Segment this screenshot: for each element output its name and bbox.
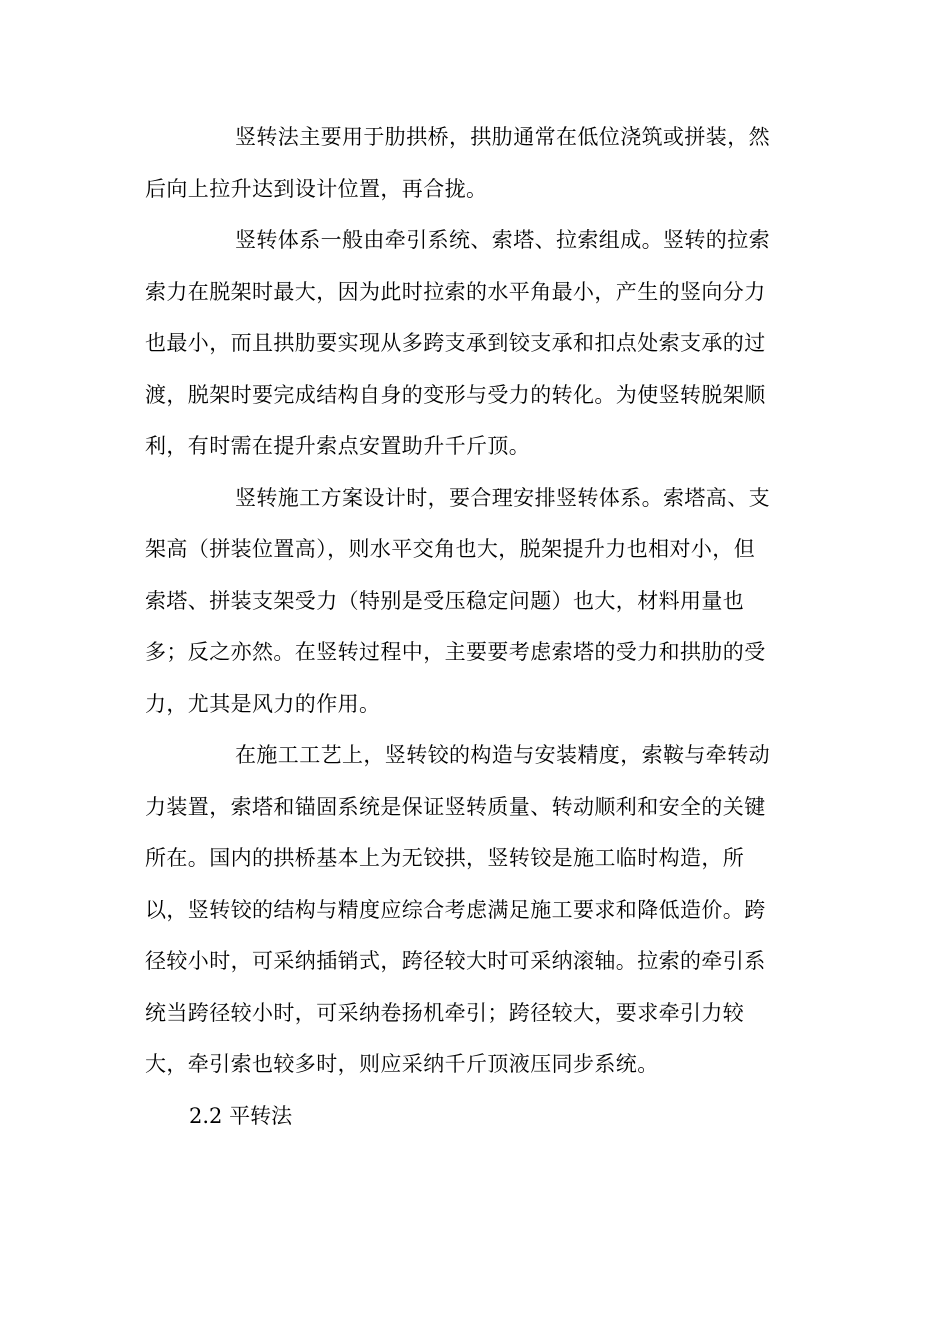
paragraph-line: 在施工工艺上，竖转铰的构造与安装精度，索鞍与牵转动 (235, 743, 770, 767)
paragraph-line: 竖转体系一般由牵引系统、索塔、拉索组成。竖转的拉索 (235, 228, 770, 252)
paragraph-line: 架高（拼装位置高），则水平交角也大，脱架提升力也相对小，但 (145, 537, 756, 561)
paragraph-line: 以，竖转铰的结构与精度应综合考虑满足施工要求和降低造价。跨 (145, 897, 766, 922)
paragraph-line: 竖转施工方案设计时，要合理安排竖转体系。索塔高、支 (235, 485, 770, 510)
paragraph-4 (145, 730, 795, 1091)
paragraph-line: 索塔、拼装支架受力（特别是受压稳定问题）也大，材料用量也 (145, 588, 745, 613)
paragraph-line: 索力在脱架时最大，因为此时拉索的水平角最小，产生的竖向分力 (145, 279, 766, 304)
paragraph-line: 后向上拉升达到设计位置，再合拢。 (145, 176, 488, 201)
paragraph-line: 力，尤其是风力的作用。 (145, 691, 381, 716)
section-heading: 2.2 平转法 (189, 1103, 293, 1128)
document-body (145, 112, 795, 1142)
paragraph-line: 也最小，而且拱肋要实现从多跨支承到铰支承和扣点处索支承的过 (145, 331, 766, 355)
paragraph-line: 所在。国内的拱桥基本上为无铰拱，竖转铰是施工临时构造，所 (145, 846, 745, 870)
paragraph-2 (145, 215, 795, 473)
paragraph-line: 多；反之亦然。在竖转过程中，主要要考虑索塔的受力和拱肋的受 (145, 640, 766, 664)
paragraph-line: 渡，脱架时要完成结构自身的变形与受力的转化。为使竖转脱架顺 (145, 382, 766, 407)
paragraph-line: 大，牵引索也较多时，则应采纳千斤顶液压同步系统。 (145, 1052, 659, 1076)
paragraph-line: 径较小时，可采纳插销式，跨径较大时可采纳滚轴。拉索的牵引系 (145, 949, 766, 973)
paragraph-line: 竖转法主要用于肋拱桥，拱肋通常在低位浇筑或拼装，然 (235, 125, 770, 149)
paragraph-line: 力装置，索塔和锚固系统是保证竖转质量、转动顺利和安全的关键 (145, 794, 766, 819)
paragraph-line: 利，有时需在提升索点安置助升千斤顶。 (145, 434, 531, 458)
paragraph-3 (145, 473, 795, 731)
paragraph-1 (145, 112, 795, 215)
paragraph-line: 统当跨径较小时，可采纳卷扬机牵引；跨径较大，要求牵引力较 (145, 1000, 745, 1025)
